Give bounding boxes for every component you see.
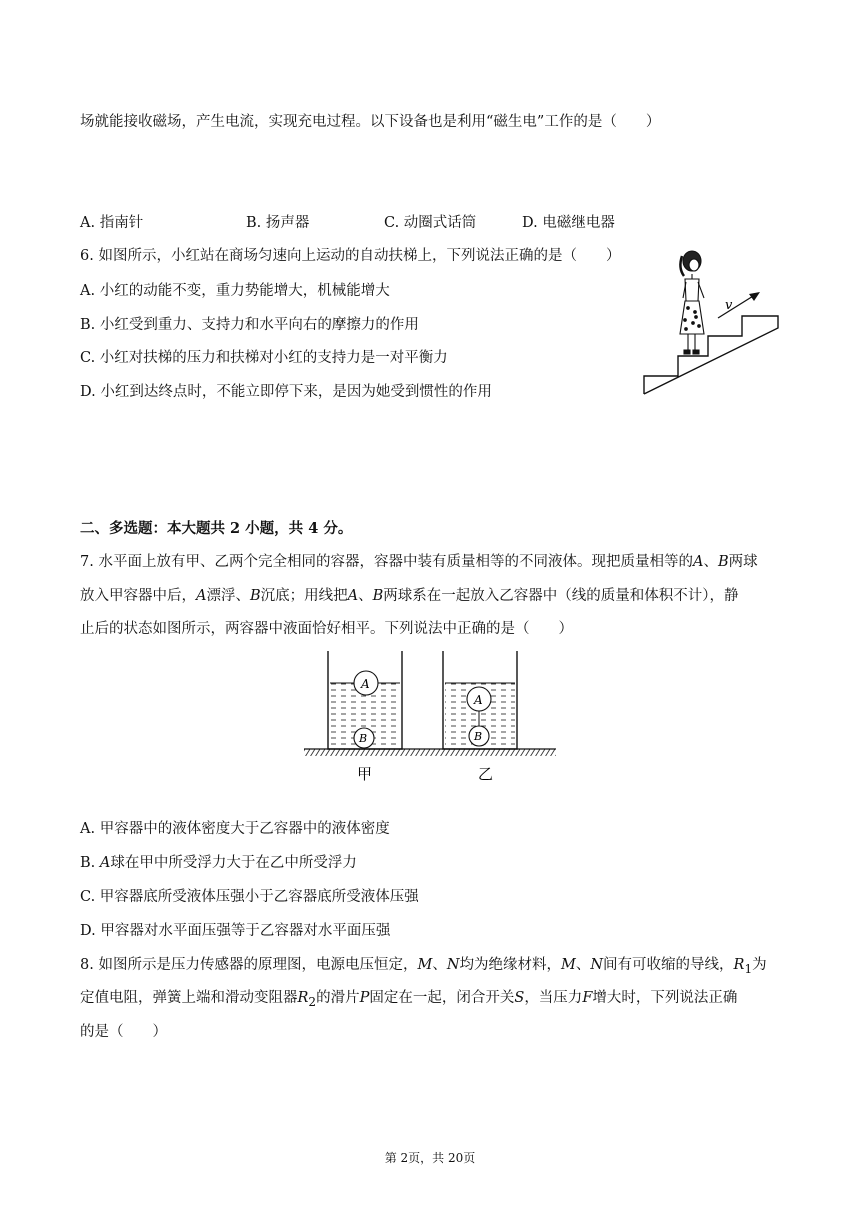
q6-option-b: B. 小红受到重力、支持力和水平向右的摩擦力的作用 (80, 317, 419, 333)
q8-var-r: R (297, 990, 309, 1006)
q6-option-d: D. 小红到达终点时，不能立即停下来，是因为她受到惯性的作用 (80, 384, 492, 400)
q8-sub: 1 (744, 961, 753, 976)
q8-text: 定值电阻，弹簧上端和滑动变阻器 (80, 990, 298, 1006)
q7-stem-text: 放入甲容器中后， (80, 588, 196, 604)
ball-b-right-label: B (474, 730, 483, 743)
q5-options (80, 213, 615, 233)
q7-var-a: A (347, 588, 359, 604)
velocity-label: v (725, 298, 733, 313)
q7-stem-text: 漂浮、 (206, 588, 250, 604)
q7-option-b (80, 853, 357, 873)
q8-text: 增大时，下列说法正确 (592, 990, 738, 1006)
q8-text: 均为绝缘材料， (459, 957, 561, 973)
q5-option-d: D. 电磁继电器 (522, 215, 615, 231)
q7-stem-line2 (80, 586, 739, 606)
q8-sub: 2 (308, 994, 317, 1009)
q8-var-n: N (446, 957, 460, 973)
girl-figure (680, 251, 704, 354)
page-footer: 第 2页，共 20页 (384, 1151, 476, 1165)
q7-sep: 、 (358, 588, 373, 604)
q8-var-m: M (561, 957, 576, 973)
q7-stem-text: 沉底；用线把 (260, 588, 348, 604)
q7-stem-text: 两球系在一起放入乙容器中（线的质量和体积不计），静 (383, 588, 739, 604)
q6-escalator-figure (638, 246, 788, 401)
q7-option-a: A. 甲容器中的液体密度大于乙容器中的液体密度 (80, 821, 390, 837)
q7-option-b-text: 球在甲中所受浮力大于在乙中所受浮力 (110, 855, 357, 871)
q8-text: 固定在一起，闭合开关 (369, 990, 515, 1006)
q8-var-r: R (733, 957, 745, 973)
q6-stem: 6. 如图所示，小红站在商场匀速向上运动的自动扶梯上，下列说法正确的是（ ） (80, 248, 621, 264)
q5-stem-tail: 场就能接收磁场，产生电流，实现充电过程。以下设备也是利用“磁生电”工作的是（ ） (80, 114, 661, 130)
ball-b-left-label: B (359, 732, 368, 745)
q7-var-a: A (692, 554, 704, 570)
q5-option-c: C. 动圈式话筒 (384, 215, 477, 231)
q7-var-b: B (717, 554, 729, 570)
q8-stem-line3: 的是（ ） (80, 1024, 167, 1040)
q8-text: 为 (752, 957, 767, 973)
q8-var-f: F (582, 990, 593, 1006)
q8-var-n: N (590, 957, 604, 973)
q7-containers-figure (300, 645, 560, 790)
q7-option-c: C. 甲容器底所受液体压强小于乙容器底所受液体压强 (80, 889, 419, 905)
q7-var-a: A (99, 855, 111, 871)
q6-option-c: C. 小红对扶梯的压力和扶梯对小红的支持力是一对平衡力 (80, 350, 448, 366)
ground-hatch (304, 749, 556, 756)
ball-a-left-label: A (361, 677, 370, 691)
q8-stem-line2 (80, 988, 737, 1012)
q8-text: ，当压力 (524, 990, 583, 1006)
label-jia: 甲 (357, 765, 373, 783)
q7-option-b-prefix: B. (80, 855, 100, 871)
q8-stem-line1 (80, 955, 767, 979)
q5-option-a: A. 指南针 (80, 215, 144, 231)
q5-option-b: B. 扬声器 (246, 215, 310, 231)
section2-heading: 二、多选题：本大题共 2 小题，共 4 分。 (80, 520, 353, 537)
q8-sep: 、 (575, 957, 591, 973)
q7-stem-line3: 止后的状态如图所示，两容器中液面恰好相平。下列说法中正确的是（ ） (80, 621, 573, 637)
q7-stem-text: 两球 (728, 554, 758, 570)
q7-stem-line1 (80, 552, 758, 572)
escalator-steps (644, 316, 778, 394)
q8-text: 间有可收缩的导线， (603, 957, 734, 973)
q8-var-m: M (417, 957, 433, 973)
q7-var-a: A (196, 588, 207, 604)
q8-text: 8. 如图所示是压力传感器的原理图，电源电压恒定， (80, 957, 418, 973)
q8-text: 的滑片 (316, 990, 360, 1006)
q7-var-b: B (249, 588, 261, 604)
q6-option-a: A. 小红的动能不变，重力势能增大，机械能增大 (80, 283, 390, 299)
q7-stem-text: 7. 水平面上放有甲、乙两个完全相同的容器，容器中装有质量相等的不同液体。现把质量相等的 (80, 554, 693, 570)
q7-sep: 、 (703, 554, 718, 570)
ball-a-right-label: A (474, 693, 483, 707)
label-yi: 乙 (478, 765, 494, 783)
q8-sep: 、 (432, 957, 447, 973)
q7-var-b: B (372, 588, 384, 604)
q8-var-s: S (514, 990, 525, 1006)
q8-var-p: P (359, 990, 370, 1006)
q7-option-d: D. 甲容器对水平面压强等于乙容器对水平面压强 (80, 923, 391, 939)
